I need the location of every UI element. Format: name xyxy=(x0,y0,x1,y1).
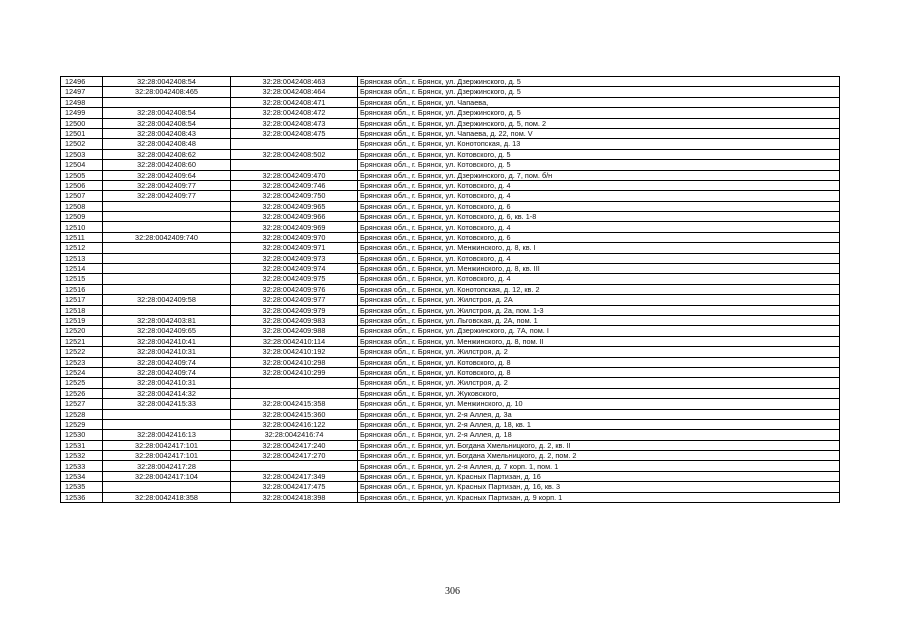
table-row xyxy=(61,284,840,294)
row-number: 12523 xyxy=(61,357,103,367)
object-cadastral-number: 32:28:0042409:970 xyxy=(231,232,358,242)
row-number: 12500 xyxy=(61,118,103,128)
object-cadastral-number: 32:28:0042409:969 xyxy=(231,222,358,232)
address: Брянская обл., г. Брянск, ул. Жилстроя, д. 2а, пом. 1-3 xyxy=(358,305,840,315)
table-row xyxy=(61,440,840,450)
row-number: 12502 xyxy=(61,139,103,149)
object-cadastral-number xyxy=(231,461,358,471)
land-cadastral-number: 32:28:0042409:740 xyxy=(103,232,231,242)
table-row xyxy=(61,451,840,461)
object-cadastral-number: 32:28:0042409:746 xyxy=(231,180,358,190)
address: Брянская обл., г. Брянск, ул. Котовского, д. 4 xyxy=(358,222,840,232)
object-cadastral-number: 32:28:0042409:975 xyxy=(231,274,358,284)
object-cadastral-number: 32:28:0042409:976 xyxy=(231,284,358,294)
row-number: 12527 xyxy=(61,399,103,409)
table-row xyxy=(61,326,840,336)
object-cadastral-number: 32:28:0042409:966 xyxy=(231,212,358,222)
address: Брянская обл., г. Брянск, ул. Котовского, д. 5 xyxy=(358,160,840,170)
object-cadastral-number: 32:28:0042417:240 xyxy=(231,440,358,450)
land-cadastral-number: 32:28:0042415:33 xyxy=(103,399,231,409)
land-cadastral-number: 32:28:0042416:13 xyxy=(103,430,231,440)
row-number: 12530 xyxy=(61,430,103,440)
table-row xyxy=(61,139,840,149)
table-row xyxy=(61,253,840,263)
row-number: 12524 xyxy=(61,367,103,377)
table-row xyxy=(61,77,840,87)
table-row xyxy=(61,97,840,107)
object-cadastral-number: 32:28:0042409:974 xyxy=(231,264,358,274)
address: Брянская обл., г. Брянск, ул. Менжинского, д. 10 xyxy=(358,399,840,409)
address: Брянская обл., г. Брянск, ул. Богдана Хмельницкого, д. 2, пом. 2 xyxy=(358,451,840,461)
object-cadastral-number xyxy=(231,388,358,398)
address: Брянская обл., г. Брянск, ул. Котовского, д. 6, кв. 1-8 xyxy=(358,212,840,222)
object-cadastral-number: 32:28:0042408:472 xyxy=(231,108,358,118)
address: Брянская обл., г. Брянск, ул. Менжинского, д. 8, кв. III xyxy=(358,264,840,274)
land-cadastral-number: 32:28:0042417:101 xyxy=(103,451,231,461)
table-row xyxy=(61,128,840,138)
land-cadastral-number: 32:28:0042417:28 xyxy=(103,461,231,471)
row-number: 12517 xyxy=(61,295,103,305)
registry-table xyxy=(60,76,840,503)
object-cadastral-number: 32:28:0042418:398 xyxy=(231,492,358,502)
row-number: 12520 xyxy=(61,326,103,336)
address: Брянская обл., г. Брянск, ул. Богдана Хмельницкого, д. 2, кв. II xyxy=(358,440,840,450)
object-cadastral-number: 32:28:0042410:192 xyxy=(231,347,358,357)
row-number: 12515 xyxy=(61,274,103,284)
row-number: 12518 xyxy=(61,305,103,315)
row-number: 12535 xyxy=(61,482,103,492)
land-cadastral-number: 32:28:0042410:31 xyxy=(103,347,231,357)
land-cadastral-number xyxy=(103,212,231,222)
object-cadastral-number: 32:28:0042415:358 xyxy=(231,399,358,409)
land-cadastral-number: 32:28:0042409:74 xyxy=(103,367,231,377)
table-row xyxy=(61,222,840,232)
land-cadastral-number xyxy=(103,482,231,492)
object-cadastral-number: 32:28:0042408:463 xyxy=(231,77,358,87)
table-row xyxy=(61,357,840,367)
row-number: 12522 xyxy=(61,347,103,357)
row-number: 12531 xyxy=(61,440,103,450)
address: Брянская обл., г. Брянск, ул. 2-я Аллея, д. 3а xyxy=(358,409,840,419)
address: Брянская обл., г. Брянск, ул. Менжинского, д. 8, пом. II xyxy=(358,336,840,346)
object-cadastral-number: 32:28:0042410:298 xyxy=(231,357,358,367)
address: Брянская обл., г. Брянск, ул. Льговская, д. 2А, пом. 1 xyxy=(358,315,840,325)
row-number: 12519 xyxy=(61,315,103,325)
object-cadastral-number xyxy=(231,139,358,149)
object-cadastral-number: 32:28:0042409:973 xyxy=(231,253,358,263)
land-cadastral-number: 32:28:0042417:104 xyxy=(103,471,231,481)
table-row xyxy=(61,419,840,429)
address: Брянская обл., г. Брянск, ул. Дзержинского, д. 5 xyxy=(358,87,840,97)
land-cadastral-number xyxy=(103,264,231,274)
row-number: 12505 xyxy=(61,170,103,180)
address: Брянская обл., г. Брянск, ул. 2-я Аллея, д. 18 xyxy=(358,430,840,440)
table-row xyxy=(61,108,840,118)
land-cadastral-number xyxy=(103,419,231,429)
land-cadastral-number: 32:28:0042408:62 xyxy=(103,149,231,159)
land-cadastral-number: 32:28:0042410:31 xyxy=(103,378,231,388)
land-cadastral-number xyxy=(103,409,231,419)
table-row xyxy=(61,149,840,159)
object-cadastral-number: 32:28:0042408:475 xyxy=(231,128,358,138)
land-cadastral-number: 32:28:0042409:58 xyxy=(103,295,231,305)
object-cadastral-number: 32:28:0042409:988 xyxy=(231,326,358,336)
object-cadastral-number: 32:28:0042408:471 xyxy=(231,97,358,107)
object-cadastral-number: 32:28:0042410:299 xyxy=(231,367,358,377)
address: Брянская обл., г. Брянск, ул. Дзержинского, д. 7, пом. б/н xyxy=(358,170,840,180)
address: Брянская обл., г. Брянск, ул. Дзержинского, д. 7А, пом. I xyxy=(358,326,840,336)
object-cadastral-number: 32:28:0042416:74 xyxy=(231,430,358,440)
row-number: 12511 xyxy=(61,232,103,242)
object-cadastral-number xyxy=(231,378,358,388)
table-row xyxy=(61,367,840,377)
address: Брянская обл., г. Брянск, ул. Конотопская, д. 13 xyxy=(358,139,840,149)
land-cadastral-number: 32:28:0042409:65 xyxy=(103,326,231,336)
row-number: 12506 xyxy=(61,180,103,190)
table-row xyxy=(61,243,840,253)
address: Брянская обл., г. Брянск, ул. Конотопская, д. 12, кв. 2 xyxy=(358,284,840,294)
page-number: 306 xyxy=(445,586,460,597)
land-cadastral-number: 32:28:0042409:64 xyxy=(103,170,231,180)
address: Брянская обл., г. Брянск, ул. Чапаева, д. 22, пом. V xyxy=(358,128,840,138)
object-cadastral-number: 32:28:0042416:122 xyxy=(231,419,358,429)
land-cadastral-number: 32:28:0042408:54 xyxy=(103,77,231,87)
address: Брянская обл., г. Брянск, ул. Котовского, д. 6 xyxy=(358,232,840,242)
address: Брянская обл., г. Брянск, ул. Котовского, д. 4 xyxy=(358,274,840,284)
row-number: 12504 xyxy=(61,160,103,170)
land-cadastral-number: 32:28:0042408:54 xyxy=(103,108,231,118)
address: Брянская обл., г. Брянск, ул. Жилстроя, д. 2 xyxy=(358,347,840,357)
land-cadastral-number: 32:28:0042409:74 xyxy=(103,357,231,367)
row-number: 12496 xyxy=(61,77,103,87)
table-row xyxy=(61,482,840,492)
object-cadastral-number: 32:28:0042409:971 xyxy=(231,243,358,253)
land-cadastral-number xyxy=(103,253,231,263)
address: Брянская обл., г. Брянск, ул. Менжинского, д. 8, кв. I xyxy=(358,243,840,253)
address: Брянская обл., г. Брянск, ул. Красных Партизан, д. 9 корп. 1 xyxy=(358,492,840,502)
land-cadastral-number: 32:28:0042417:101 xyxy=(103,440,231,450)
address: Брянская обл., г. Брянск, ул. Жуковского, xyxy=(358,388,840,398)
address: Брянская обл., г. Брянск, ул. 2-я Аллея, д. 18, кв. 1 xyxy=(358,419,840,429)
table-row xyxy=(61,264,840,274)
address: Брянская обл., г. Брянск, ул. Дзержинского, д. 5 xyxy=(358,108,840,118)
table-row xyxy=(61,160,840,170)
land-cadastral-number xyxy=(103,97,231,107)
land-cadastral-number: 32:28:0042409:77 xyxy=(103,191,231,201)
row-number: 12498 xyxy=(61,97,103,107)
row-number: 12534 xyxy=(61,471,103,481)
land-cadastral-number xyxy=(103,201,231,211)
address: Брянская обл., г. Брянск, ул. Котовского, д. 5 xyxy=(358,149,840,159)
row-number: 12507 xyxy=(61,191,103,201)
row-number: 12528 xyxy=(61,409,103,419)
table-row xyxy=(61,295,840,305)
object-cadastral-number: 32:28:0042408:473 xyxy=(231,118,358,128)
object-cadastral-number: 32:28:0042415:360 xyxy=(231,409,358,419)
row-number: 12508 xyxy=(61,201,103,211)
row-number: 12501 xyxy=(61,128,103,138)
land-cadastral-number: 32:28:0042408:54 xyxy=(103,118,231,128)
table-row xyxy=(61,212,840,222)
land-cadastral-number: 32:28:0042408:43 xyxy=(103,128,231,138)
row-number: 12513 xyxy=(61,253,103,263)
object-cadastral-number: 32:28:0042410:114 xyxy=(231,336,358,346)
address: Брянская обл., г. Брянск, ул. Котовского, д. 4 xyxy=(358,191,840,201)
address: Брянская обл., г. Брянск, ул. Дзержинского, д. 5 xyxy=(358,77,840,87)
land-cadastral-number: 32:28:0042409:77 xyxy=(103,180,231,190)
address: Брянская обл., г. Брянск, ул. Жилстроя, д. 2 xyxy=(358,378,840,388)
address: Брянская обл., г. Брянск, ул. Красных Партизан, д. 16, кв. 3 xyxy=(358,482,840,492)
land-cadastral-number xyxy=(103,222,231,232)
table-row xyxy=(61,232,840,242)
table-row xyxy=(61,378,840,388)
object-cadastral-number: 32:28:0042408:502 xyxy=(231,149,358,159)
object-cadastral-number: 32:28:0042417:270 xyxy=(231,451,358,461)
object-cadastral-number: 32:28:0042409:470 xyxy=(231,170,358,180)
table-row xyxy=(61,492,840,502)
land-cadastral-number: 32:28:0042408:48 xyxy=(103,139,231,149)
row-number: 12497 xyxy=(61,87,103,97)
address: Брянская обл., г. Брянск, ул. Котовского, д. 4 xyxy=(358,180,840,190)
land-cadastral-number: 32:28:0042418:358 xyxy=(103,492,231,502)
address: Брянская обл., г. Брянск, ул. Котовского, д. 6 xyxy=(358,201,840,211)
table-row xyxy=(61,430,840,440)
object-cadastral-number: 32:28:0042409:977 xyxy=(231,295,358,305)
address: Брянская обл., г. Брянск, ул. 2-я Аллея, д. 7 корп. 1, пом. 1 xyxy=(358,461,840,471)
address: Брянская обл., г. Брянск, ул. Чапаева, xyxy=(358,97,840,107)
object-cadastral-number xyxy=(231,160,358,170)
table-row xyxy=(61,201,840,211)
row-number: 12529 xyxy=(61,419,103,429)
registry-table-body xyxy=(61,77,840,503)
object-cadastral-number: 32:28:0042409:983 xyxy=(231,315,358,325)
row-number: 12514 xyxy=(61,264,103,274)
land-cadastral-number xyxy=(103,305,231,315)
table-row xyxy=(61,399,840,409)
address: Брянская обл., г. Брянск, ул. Красных Партизан, д. 16 xyxy=(358,471,840,481)
row-number: 12510 xyxy=(61,222,103,232)
address: Брянская обл., г. Брянск, ул. Дзержинского, д. 5, пом. 2 xyxy=(358,118,840,128)
object-cadastral-number: 32:28:0042409:965 xyxy=(231,201,358,211)
table-row xyxy=(61,347,840,357)
row-number: 12526 xyxy=(61,388,103,398)
object-cadastral-number: 32:28:0042408:464 xyxy=(231,87,358,97)
object-cadastral-number: 32:28:0042417:349 xyxy=(231,471,358,481)
address: Брянская обл., г. Брянск, ул. Котовского, д. 8 xyxy=(358,367,840,377)
land-cadastral-number xyxy=(103,243,231,253)
table-row xyxy=(61,409,840,419)
row-number: 12533 xyxy=(61,461,103,471)
row-number: 12536 xyxy=(61,492,103,502)
object-cadastral-number: 32:28:0042417:475 xyxy=(231,482,358,492)
table-row xyxy=(61,191,840,201)
table-row xyxy=(61,170,840,180)
address: Брянская обл., г. Брянск, ул. Котовского, д. 8 xyxy=(358,357,840,367)
land-cadastral-number: 32:28:0042414:32 xyxy=(103,388,231,398)
row-number: 12499 xyxy=(61,108,103,118)
land-cadastral-number: 32:28:0042408:465 xyxy=(103,87,231,97)
table-row xyxy=(61,336,840,346)
row-number: 12509 xyxy=(61,212,103,222)
table-row xyxy=(61,315,840,325)
address: Брянская обл., г. Брянск, ул. Жилстроя, д. 2А xyxy=(358,295,840,305)
table-row xyxy=(61,471,840,481)
object-cadastral-number: 32:28:0042409:979 xyxy=(231,305,358,315)
table-row xyxy=(61,305,840,315)
land-cadastral-number: 32:28:0042408:60 xyxy=(103,160,231,170)
object-cadastral-number: 32:28:0042409:750 xyxy=(231,191,358,201)
land-cadastral-number xyxy=(103,274,231,284)
table-row xyxy=(61,118,840,128)
row-number: 12521 xyxy=(61,336,103,346)
row-number: 12532 xyxy=(61,451,103,461)
land-cadastral-number: 32:28:0042410:41 xyxy=(103,336,231,346)
land-cadastral-number: 32:28:0042403:81 xyxy=(103,315,231,325)
address: Брянская обл., г. Брянск, ул. Котовского, д. 4 xyxy=(358,253,840,263)
table-row xyxy=(61,180,840,190)
table-row xyxy=(61,87,840,97)
row-number: 12503 xyxy=(61,149,103,159)
land-cadastral-number xyxy=(103,284,231,294)
row-number: 12525 xyxy=(61,378,103,388)
row-number: 12512 xyxy=(61,243,103,253)
table-row xyxy=(61,461,840,471)
table-row xyxy=(61,274,840,284)
table-row xyxy=(61,388,840,398)
row-number: 12516 xyxy=(61,284,103,294)
